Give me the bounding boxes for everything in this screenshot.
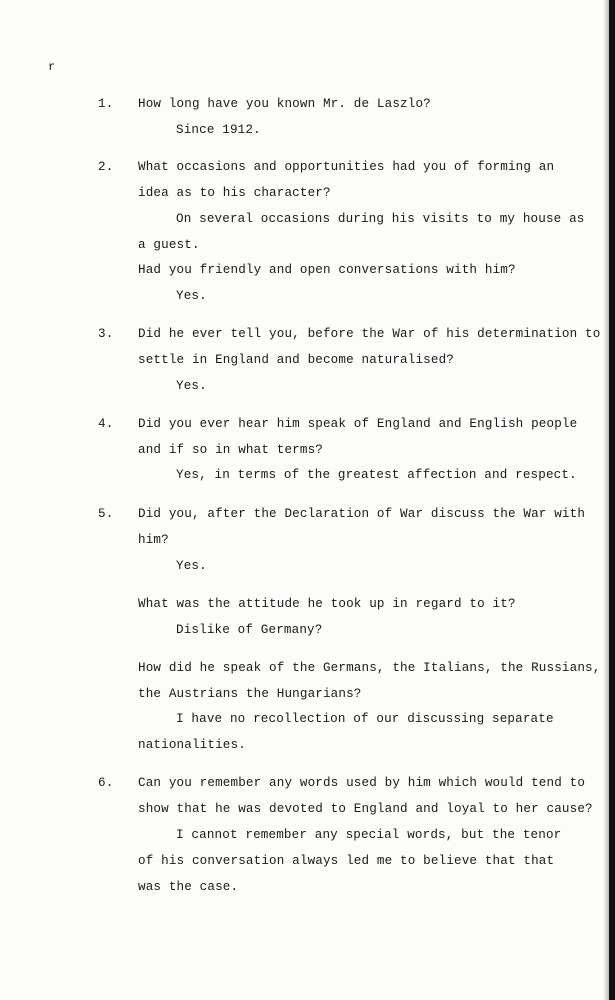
item-number: 4. xyxy=(98,417,114,431)
answer-line: of his conversation always led me to believe that that xyxy=(138,854,555,868)
followup-question-line: How did he speak of the Germans, the Italians, the Russians, xyxy=(138,661,601,675)
item-number: 2. xyxy=(98,160,114,174)
followup-answer-line: I have no recollection of our discussing separate xyxy=(176,712,554,726)
answer-line: Yes. xyxy=(176,559,207,573)
question-line: What occasions and opportunities had you of forming an xyxy=(138,160,555,174)
item-number: 3. xyxy=(98,327,114,341)
margin-mark: r xyxy=(48,60,56,74)
followup-question-line: the Austrians the Hungarians? xyxy=(138,687,362,701)
answer-line: Since 1912. xyxy=(176,123,261,137)
answer-line: was the case. xyxy=(138,880,239,894)
question-line: How long have you known Mr. de Laszlo? xyxy=(138,97,431,111)
item-number: 5. xyxy=(98,507,114,521)
followup-answer-line: Yes. xyxy=(176,289,207,303)
question-line: Did you, after the Declaration of War discuss the War with xyxy=(138,507,586,521)
question-line: settle in England and become naturalised? xyxy=(138,353,455,367)
answer-line: On several occasions during his visits to my house as xyxy=(176,212,585,226)
followup-question-line: Had you friendly and open conversations with him? xyxy=(138,263,516,277)
question-line: Did you ever hear him speak of England and English people xyxy=(138,417,578,431)
answer-line: Yes. xyxy=(176,379,207,393)
answer-line: I cannot remember any special words, but the tenor xyxy=(176,828,562,842)
followup-answer-line: Dislike of Germany? xyxy=(176,623,323,637)
followup-question-line: What was the attitude he took up in regard to it? xyxy=(138,597,516,611)
item-number: 6. xyxy=(98,776,114,790)
question-line: and if so in what terms? xyxy=(138,443,323,457)
followup-answer-line: nationalities. xyxy=(138,738,246,752)
question-line: show that he was devoted to England and loyal to her cause? xyxy=(138,802,593,816)
question-line: idea as to his character? xyxy=(138,186,331,200)
item-number: 1. xyxy=(98,97,114,111)
answer-line: Yes, in terms of the greatest affection and respect. xyxy=(176,468,577,482)
question-line: Did he ever tell you, before the War of his determination to xyxy=(138,327,601,341)
answer-line: a guest. xyxy=(138,238,200,252)
question-line: Can you remember any words used by him which would tend to xyxy=(138,776,586,790)
question-line: him? xyxy=(138,533,169,547)
scan-edge xyxy=(609,0,615,1000)
